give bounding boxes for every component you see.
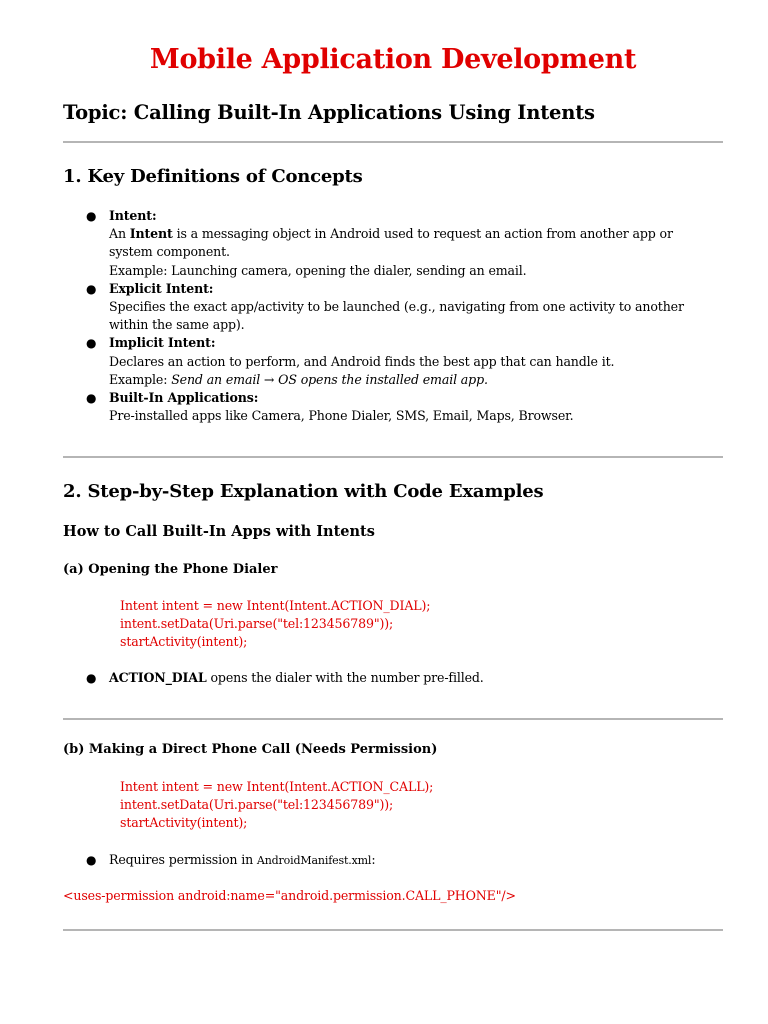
- definition-term: Intent:: [109, 208, 157, 223]
- document-title: Mobile Application Development: [149, 44, 637, 75]
- bullet-icon: ●: [86, 281, 97, 296]
- note-text: [109, 669, 706, 687]
- code-line: intent.setData(Uri.parse("tel:123456789"));: [120, 797, 394, 813]
- topic-heading: Topic: Calling Built-In Applications Using Intents: [63, 101, 595, 124]
- section-2-heading: 2. Step-by-Step Explanation with Code Examples: [63, 481, 544, 502]
- text-fragment: is a messaging object in Android used to request an action from another app or: [172, 226, 673, 242]
- note-list: [86, 669, 706, 687]
- text-fragment: An: [109, 226, 130, 242]
- text-fragment: Requires permission in: [109, 852, 257, 867]
- note-list: [86, 851, 706, 870]
- bullet-icon: ●: [86, 336, 97, 351]
- list-item: [86, 669, 706, 687]
- code-line: startActivity(intent);: [120, 815, 248, 831]
- code-line: Intent intent = new Intent(Intent.ACTION_DIAL);: [120, 598, 431, 613]
- definition-text: [109, 225, 706, 243]
- definition-text: Example: Launching camera, opening the dialer, sending an email.: [109, 262, 527, 278]
- list-item: [86, 851, 706, 870]
- file-name: AndroidManifest.xml: [256, 854, 372, 867]
- code-line: Intent intent = new Intent(Intent.ACTION_CALL);: [120, 779, 434, 794]
- bullet-icon: ●: [86, 671, 97, 685]
- code-block-dial: [120, 597, 430, 652]
- part-b-heading: (b) Making a Direct Phone Call (Needs Permission): [63, 742, 438, 757]
- definition-text: system component.: [109, 244, 230, 260]
- manifest-permission-line: <uses-permission android:name="android.permission.CALL_PHONE"/>: [63, 888, 516, 903]
- code-block-call: [120, 778, 433, 833]
- definition-text: Pre-installed apps like Camera, Phone Dialer, SMS, Email, Maps, Browser.: [109, 408, 574, 424]
- bold-term: ACTION_DIAL: [109, 670, 207, 685]
- list-item: [86, 207, 706, 280]
- note-text: [109, 851, 706, 870]
- code-line: startActivity(intent);: [120, 634, 248, 650]
- bold-term: Intent: [129, 226, 173, 242]
- definition-text: within the same app).: [109, 317, 245, 333]
- bullet-icon: ●: [86, 853, 97, 867]
- definition-term: Explicit Intent:: [109, 280, 214, 296]
- text-fragment: :: [371, 852, 376, 867]
- definitions-list: [86, 207, 706, 425]
- divider: [63, 929, 723, 931]
- text-fragment: opens the dialer with the number pre-filled.: [206, 670, 484, 685]
- section-1-heading: 1. Key Definitions of Concepts: [63, 166, 363, 187]
- definition-text: [109, 371, 706, 389]
- part-a-heading: (a) Opening the Phone Dialer: [63, 562, 278, 577]
- text-fragment: Example:: [109, 371, 172, 387]
- list-item: [86, 280, 706, 335]
- divider: [63, 456, 723, 458]
- divider: [63, 141, 723, 143]
- definition-term: Built-In Applications:: [109, 390, 259, 406]
- list-item: [86, 334, 706, 389]
- bullet-icon: ●: [86, 209, 97, 223]
- divider: [63, 718, 723, 720]
- subheading: How to Call Built-In Apps with Intents: [63, 523, 375, 540]
- list-item: [86, 389, 706, 425]
- definition-text: Specifies the exact app/activity to be launched (e.g., navigating from one activity to another: [109, 299, 684, 315]
- definition-text: Declares an action to perform, and Android finds the best app that can handle it.: [109, 353, 615, 369]
- code-line: intent.setData(Uri.parse("tel:123456789"));: [120, 616, 394, 632]
- bullet-icon: ●: [86, 391, 97, 406]
- definition-term: Implicit Intent:: [109, 335, 216, 351]
- italic-example: Send an email → OS opens the installed email app.: [171, 371, 488, 387]
